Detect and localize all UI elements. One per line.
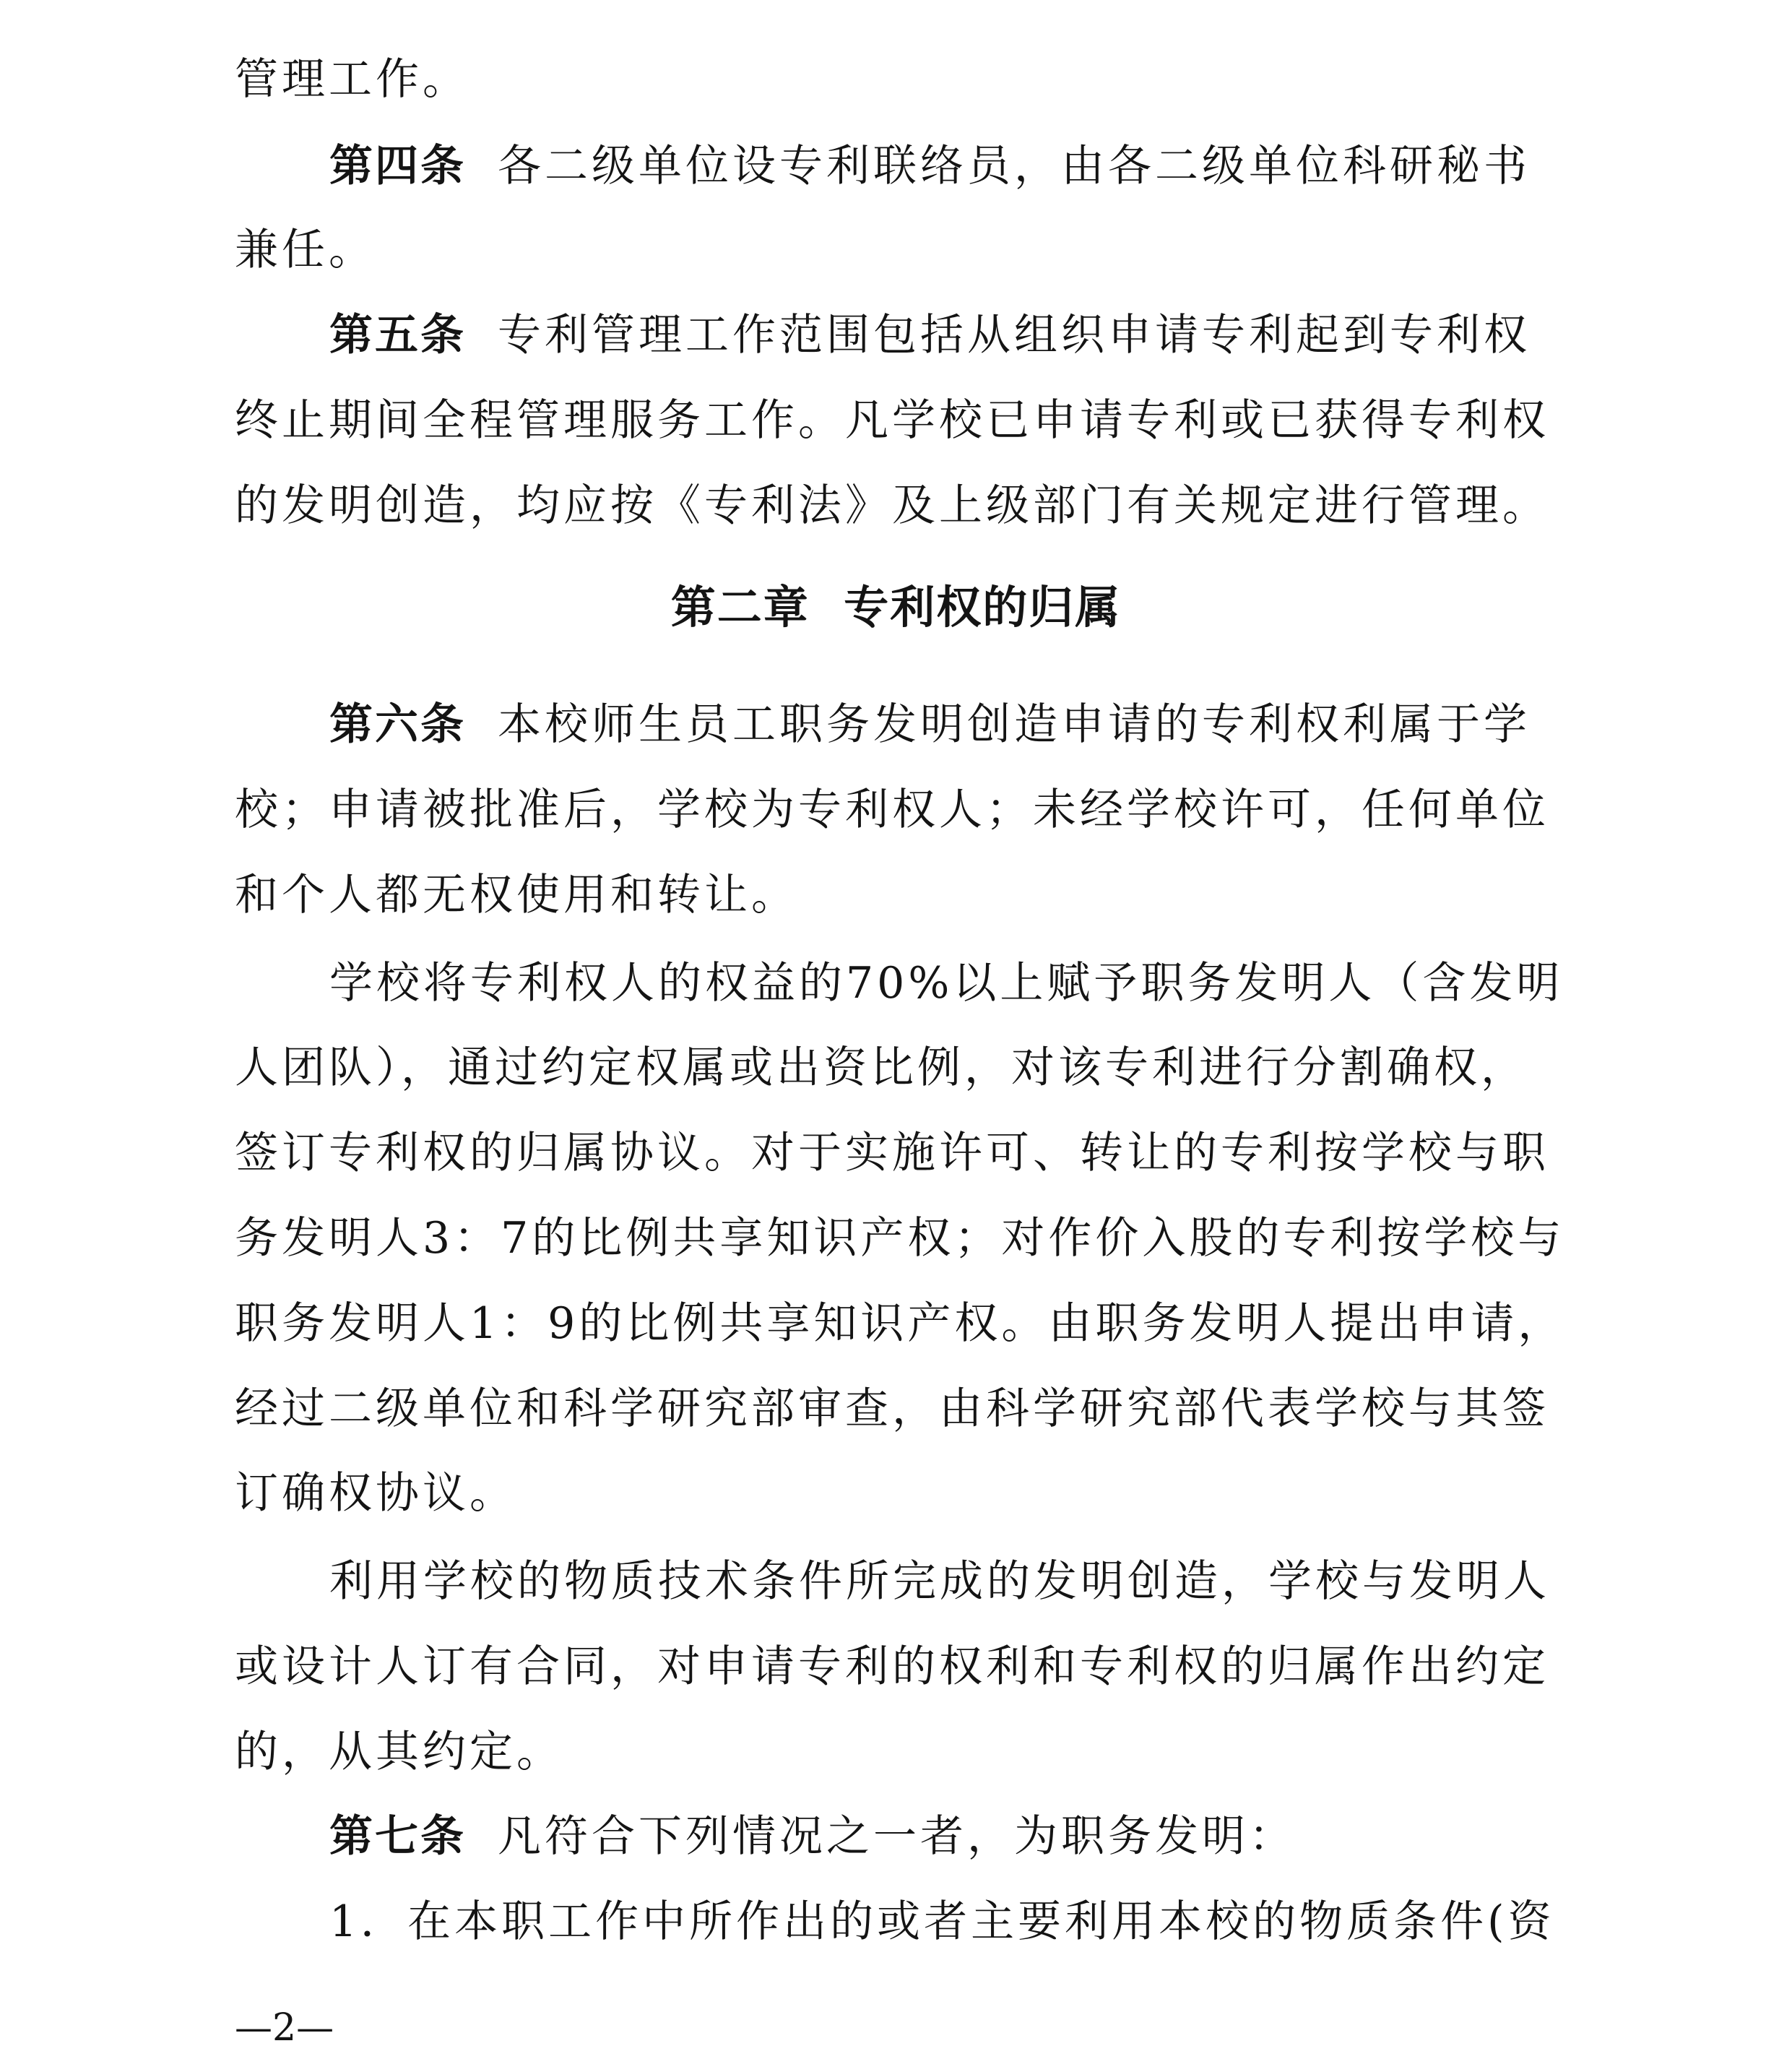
text-segment: 凡符合下列情况之一者，为职务发明： (498, 1811, 1296, 1862)
text-line: 和个人都无权使用和转让。 (235, 870, 798, 920)
text-line: 兼任。 (235, 225, 376, 275)
text-line: 签订专利权的归属协议。对于实施许可、转让的专利按学校与职 (235, 1128, 1549, 1178)
text-line: 管理工作。 (235, 54, 469, 105)
text-line: 利用学校的物质技术条件所完成的发明创造，学校与发明人 (329, 1556, 1550, 1607)
text-line: 校；申请被批准后，学校为专利权人；未经学校许可，任何单位 (235, 785, 1549, 835)
text-line: 终止期间全程管理服务工作。凡学校已申请专利或已获得专利权 (235, 395, 1549, 446)
text-line: 的发明创造，均应按《专利法》及上级部门有关规定进行管理。 (235, 480, 1549, 531)
article-label: 第四条 (329, 141, 466, 191)
article-label: 第六条 (329, 699, 466, 750)
text-line: 经过二级单位和科学研究部审查，由科学研究部代表学校与其签 (235, 1384, 1549, 1434)
text-line: 人团队），通过约定权属或出资比例，对该专利进行分割确权， (235, 1043, 1528, 1093)
text-segment: 本校师生员工职务发明创造申请的专利权利属于学 (498, 699, 1531, 750)
article-label: 第五条 (329, 310, 466, 361)
list-item: 1．在本职工作中所作出的或者主要利用本校的物质条件(资 (329, 1896, 1555, 1947)
article-7-first-line (329, 1795, 1296, 1878)
text-segment: 专利管理工作范围包括从组织申请专利起到专利权 (498, 310, 1531, 361)
text-segment: 各二级单位设专利联络员，由各二级单位科研秘书 (498, 141, 1531, 191)
text-line: 职务发明人1：9的比例共享知识产权。由职务发明人提出申请， (235, 1298, 1565, 1349)
article-4-first-line (329, 124, 1531, 208)
article-label: 第七条 (329, 1811, 466, 1862)
text-line: 订确权协议。 (235, 1468, 516, 1519)
article-6-first-line (329, 683, 1531, 767)
chapter-heading: 第二章 专利权的归属 (670, 581, 1122, 634)
text-line: 或设计人订有合同，对申请专利的权利和专利权的归属作出约定 (235, 1641, 1549, 1692)
article-5-first-line (329, 293, 1531, 377)
page-number: —2— (235, 2006, 334, 2050)
text-line: 学校将专利权人的权益的70%以上赋予职务发明人（含发明 (329, 958, 1564, 1009)
text-line: 务发明人3：7的比例共享知识产权；对作价入股的专利按学校与 (235, 1213, 1565, 1264)
text-line: 的，从其约定。 (235, 1727, 563, 1777)
